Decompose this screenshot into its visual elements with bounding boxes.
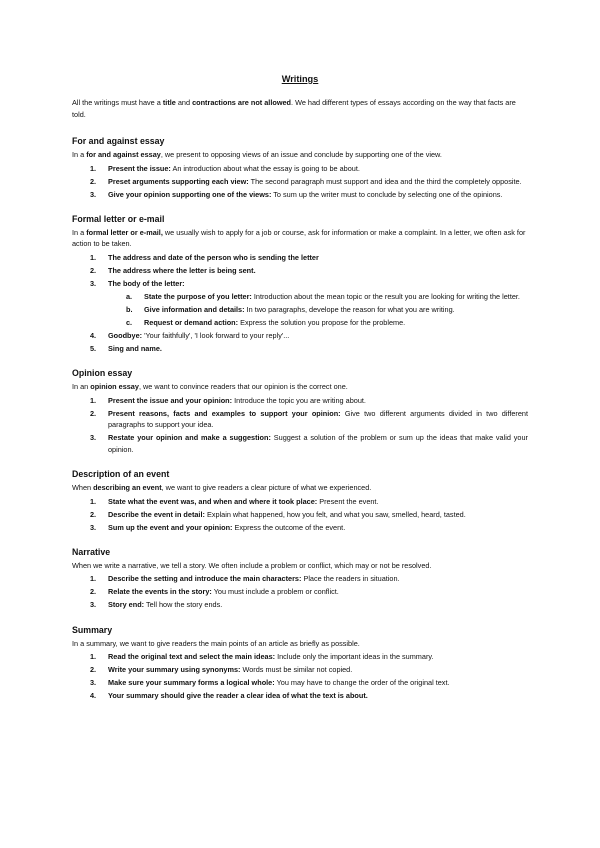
section-heading: Opinion essay	[72, 368, 133, 379]
section-narrative	[72, 547, 528, 611]
list-item: 2. Write your summary using synonyms: Words must be similar not copied.	[90, 665, 353, 675]
list-item: 4. Goodbye: 'Your faithfully', 'I look forward to your reply'...	[90, 330, 290, 340]
numbered-list	[72, 163, 528, 200]
intro-bold: contractions are not allowed	[192, 98, 292, 107]
numbered-list	[72, 395, 528, 455]
list-item: 1. Read the original text and select the main ideas: Include only the important ideas in the summary.	[90, 652, 434, 662]
list-item: 3. The body of the letter:	[90, 278, 185, 288]
section-heading: For and against essay	[72, 136, 165, 146]
list-item: 3. Give your opinion supporting one of the views: To sum up the writer must to conclude by selecting one of the opinions.	[90, 189, 503, 199]
intro-paragraph	[72, 97, 528, 121]
list-item: 3. Make sure your summary forms a logical whole: You may have to change the order of the original text.	[90, 678, 450, 688]
list-item: 3. Restate your opinion and make a suggestion: Suggest a solution of the problem or sum up the ideas that make valid your opinion.	[90, 433, 528, 454]
section-for-against	[72, 136, 528, 200]
list-item: 2. Describe the event in detail: Explain what happened, how you felt, and what you saw, smelled, heard, tasted.	[90, 509, 466, 519]
list-item: 3. Story end: Tell how the story ends.	[90, 600, 223, 610]
section-opinion	[72, 368, 528, 455]
list-item: 2. Present reasons, facts and examples to support your opinion: Give two different arguments divided in two different paragraphs to support your idea.	[90, 408, 528, 430]
list-item: 1. The address and date of the person who is sending the letter	[90, 252, 319, 262]
intro-bold: title	[162, 98, 176, 107]
intro-text: All the writings must have a	[72, 98, 163, 107]
intro-text: and	[175, 98, 193, 107]
section-lead: In an opinion essay, we want to convince readers that our opinion is the correct one.	[72, 382, 348, 392]
sub-list-item: a. State the purpose of you letter: Introduction about the mean topic or the result you are looking for writing the letter.	[126, 291, 520, 301]
list-item: 2. The address where the letter is being sent.	[90, 265, 256, 275]
section-event	[72, 469, 528, 533]
section-lead: In a formal letter or e-mail, we usually wish to apply for a job or course, ask for information or make a complaint. In a letter, we often ask for action to be taken.	[72, 227, 526, 249]
section-heading: Description of an event	[72, 469, 170, 480]
numbered-list	[72, 252, 528, 354]
numbered-list	[72, 496, 528, 533]
page-title: Writings	[281, 74, 319, 84]
sub-list-item: c. Request or demand action: Express the solution you propose for the probleme.	[126, 317, 406, 327]
list-item: 4. Your summary should give the reader a clear idea of what the text is about.	[90, 691, 368, 701]
document-page	[72, 74, 528, 716]
list-item: 2. Relate the events in the story: You must include a problem or conflict.	[90, 587, 339, 597]
numbered-list	[72, 651, 528, 701]
list-item: 2. Preset arguments supporting each view: The second paragraph must support and idea and the third the completely opposite.	[90, 176, 522, 186]
sub-list-item: b. Give information and details: In two paragraphs, develope the reason for what you are writing.	[126, 304, 455, 314]
section-formal-letter	[72, 214, 528, 354]
intro-text: . We had different types of essays according on the way that facts are told.	[72, 98, 516, 119]
numbered-list	[72, 573, 528, 610]
section-lead: When we write a narrative, we tell a story. We often include a problem or conflict, which may or not be resolved.	[72, 560, 432, 570]
list-item: 1. Describe the setting and introduce the main characters: Place the readers in situation.	[90, 574, 400, 584]
list-item: 3. Sum up the event and your opinion: Express the outcome of the event.	[90, 522, 346, 532]
section-heading: Summary	[72, 624, 113, 635]
section-summary	[72, 625, 528, 702]
section-lead: When describing an event, we want to give readers a clear picture of what we experienced.	[72, 483, 372, 493]
section-lead: In a for and against essay, we present to opposing views of an issue and conclude by supporting one of the view.	[72, 150, 442, 159]
list-item: 5. Sing and name.	[90, 343, 162, 353]
section-lead: In a summary, we want to give readers the main points of an article as briefly as possible.	[72, 638, 360, 648]
list-item: 1. Present the issue: An introduction about what the essay is going to be about.	[90, 163, 360, 173]
list-item: 1. Present the issue and your opinion: Introduce the topic you are writing about.	[90, 395, 366, 405]
section-heading: Narrative	[72, 546, 111, 557]
section-heading: Formal letter or e-mail	[72, 213, 165, 224]
list-item: 1. State what the event was, and when and where it took place: Present the event.	[90, 496, 379, 506]
